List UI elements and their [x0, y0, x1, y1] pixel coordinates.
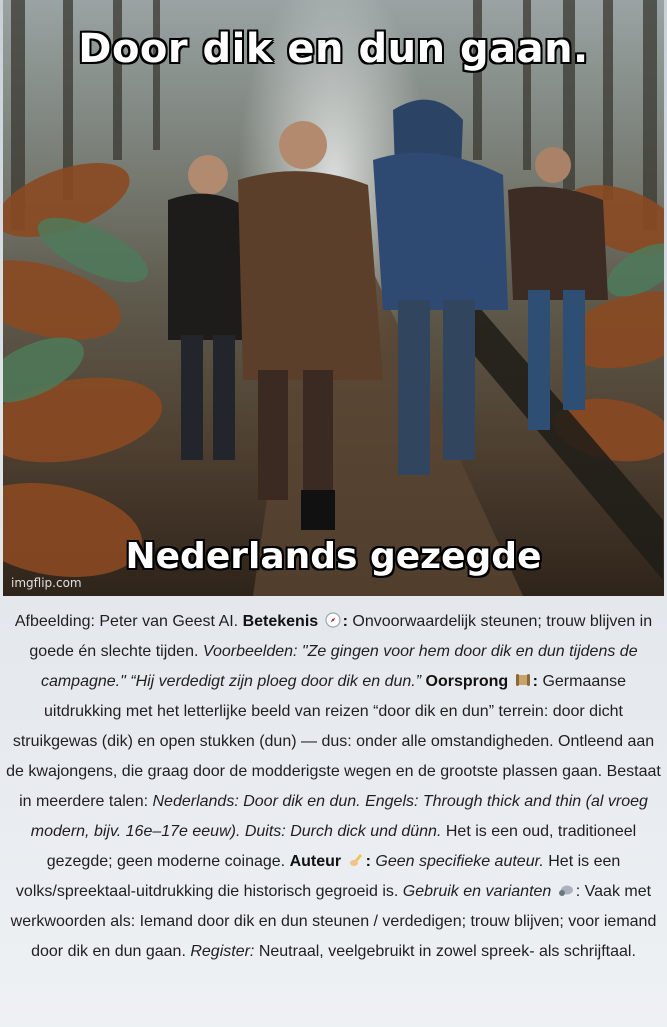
meme-image — [3, 0, 664, 596]
author-italic: Geen specifieke auteur. — [375, 853, 544, 870]
author-label: Auteur — [289, 853, 342, 870]
imgflip-watermark: imgflip.com — [11, 576, 82, 590]
register-text: Neutraal, veelgebruikt in zowel spreek- als schrijftaal. — [258, 943, 636, 960]
meaning-label: Betekenis — [242, 613, 319, 630]
meme-top-caption: Door dik en dun gaan. — [78, 26, 589, 72]
origin-languages: Nederlands: Door dik en dun. Engels: Through thick and thin (al vroeg modern, bijv. 16e–17e eeuw). Duits: Durch dick und dünn. — [30, 793, 648, 840]
register-label: Register: — [190, 943, 255, 960]
speech-bubble-icon — [558, 882, 574, 898]
examples-text: Voorbeelden: "Ze gingen voor hem door dik en dun tijdens de campagne." “Hij verdedigt zijn ploeg door dik en dun.” — [40, 643, 638, 690]
origin-label: Oorsprong — [425, 673, 509, 690]
image-credit: Afbeelding: Peter van Geest AI. — [14, 613, 239, 630]
scroll-icon — [515, 672, 531, 688]
origin-text: Germaanse uitdrukking met het letterlijke beeld van reizen “door dik en dun” terrein: door dicht struikgewas (dik) en open stukken (dun) — dus: onder alle omstandigheden. Ontleend aan de kwajongens, die graag door de modderigste wegen en de grootste plassen gaan. Bestaat in meerdere talen: — [6, 673, 661, 810]
meaning-text: Onvoorwaardelijk steunen; trouw blijven in goede én slechte tijden. — [29, 613, 653, 660]
origin-text-2: Het is een oud, traditioneel gezegde; geen moderne coinage. — [46, 823, 637, 870]
writing-hand-icon — [348, 852, 364, 868]
usage-label: Gebruik en varianten — [402, 883, 552, 900]
author-text: Het is een volks/spreektaal-uitdrukking die historisch gegroeid is. — [15, 853, 621, 900]
saying-description: Afbeelding: Peter van Geest AI. Betekenis : Onvoorwaardelijk steunen; trouw blijven in goede én slechte tijden. Voorbeelden: "Ze gingen voor hem door dik en dun tijdens de campagne." “Hij verdedigt zijn ploeg door dik en dun.” Oorsprong : Germaanse uitdrukking met het letterlijke beeld van reizen “door dik en dun” terrein: door dicht struikgewas (dik) en open stukken (dun) — dus: onder alle omstandigheden. Ontleend aan de kwajongens, die graag door de modderigste wegen en de grootste plassen gaan. Bestaat in meerdere talen: Nederlands: Door dik en dun. Engels: Through thick and thin (al vroeg modern, bijv. 16e–17e eeuw). Duits: Durch dick und dünn. Het is een oud, traditioneel gezegde; geen moderne coinage. Auteur : Geen specifieke auteur. Het is een volks/spreektaal-uitdrukking die historisch gegroeid is. Gebruik en varianten : Vaak met werkwoorden als: Iemand door dik en dun steunen / verdedigen; trouw blijven; voor iemand door dik en dun gaan. Register: Neutraal, veelgebruikt in zowel spreek- als schrijftaal. — [6, 613, 661, 960]
forest-scene-illustration — [3, 0, 664, 596]
meme-bottom-caption: Nederlands gezegde — [125, 536, 542, 577]
compass-icon — [325, 612, 341, 628]
usage-text: : Vaak met werkwoorden als: Iemand door dik en dun steunen / verdedigen; trouw blijven; voor iemand door dik en dun gaan. — [10, 883, 657, 960]
